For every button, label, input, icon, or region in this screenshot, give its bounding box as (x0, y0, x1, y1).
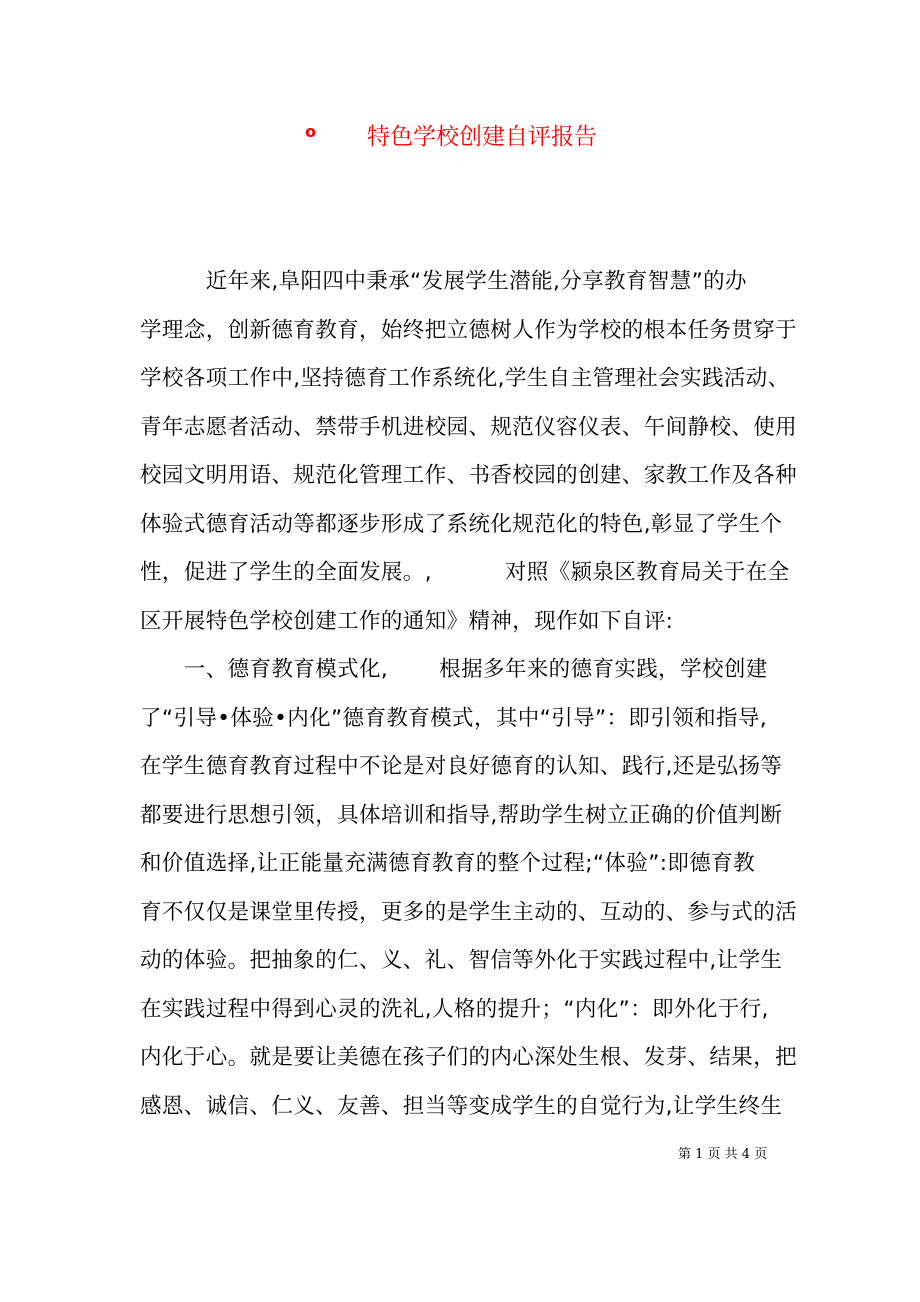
document-body (140, 262, 798, 1135)
page-number: 第 1 页 共 4 页 (678, 1147, 768, 1162)
text-line: 性，促进了学生的全面发展。, 对照《颍泉区教育局关于在全 (140, 560, 790, 585)
text-line: 都要进行思想引领，具体培训和指导,帮助学生树立正确的价值判断 (140, 802, 783, 828)
text-line: 在实践过程中得到心灵的洗礼,人格的提升；“内化”：即外化于行, (140, 996, 769, 1022)
text-line: 校园文明用语、规范化管理工作、书香校园的创建、家教工作及各种 (140, 463, 798, 488)
text-line: 内化于心。就是要让美德在孩子们的内心深处生根、发芽、结果，把 (140, 1045, 798, 1070)
text-line: 学理念，创新德育教育，始终把立德树人作为学校的根本任务贯穿于 (140, 317, 798, 343)
title-marker: o (305, 122, 316, 141)
text-line: 近年来,阜阳四中秉承“发展学生潜能,分享教育智慧”的办 (140, 269, 747, 294)
text-line: 感恩、诚信、仁义、友善、担当等变成学生的自觉行为,让学生终生 (140, 1093, 783, 1119)
text-line: 在学生德育教育过程中不论是对良好德育的认知、践行,还是弘扬等 (140, 754, 783, 779)
text-line: 区开展特色学校创建工作的通知》精神，现作如下自评: (140, 608, 674, 634)
title-text: 特色学校创建自评报告 (367, 124, 597, 150)
text-line: 和价值选择,让正能量充满德育教育的整个过程;“体验”:即德育教 (140, 851, 756, 876)
text-line: 了“引导•体验•内化”德育教育模式，其中“引导”：即引领和指导, (140, 705, 768, 731)
text-line: 青年志愿者活动、禁带手机进校园、规范仪容仪表、午间静校、使用 (140, 414, 798, 440)
text-line: 育不仅仅是课堂里传授，更多的是学生主动的、互动的、参与式的活 (140, 899, 798, 925)
text-line: 体验式德育活动等都逐步形成了系统化规范化的特色,彰显了学生个 (140, 511, 783, 537)
text-line: 动的体验。把抽象的仁、义、礼、智信等外化于实践过程中,让学生 (140, 948, 783, 973)
text-line: 一、德育教育模式化, 根据多年来的德育实践，学校创建 (140, 657, 768, 682)
text-line: 学校各项工作中,坚持德育工作系统化,学生自主管理社会实践活动、 (140, 366, 790, 391)
